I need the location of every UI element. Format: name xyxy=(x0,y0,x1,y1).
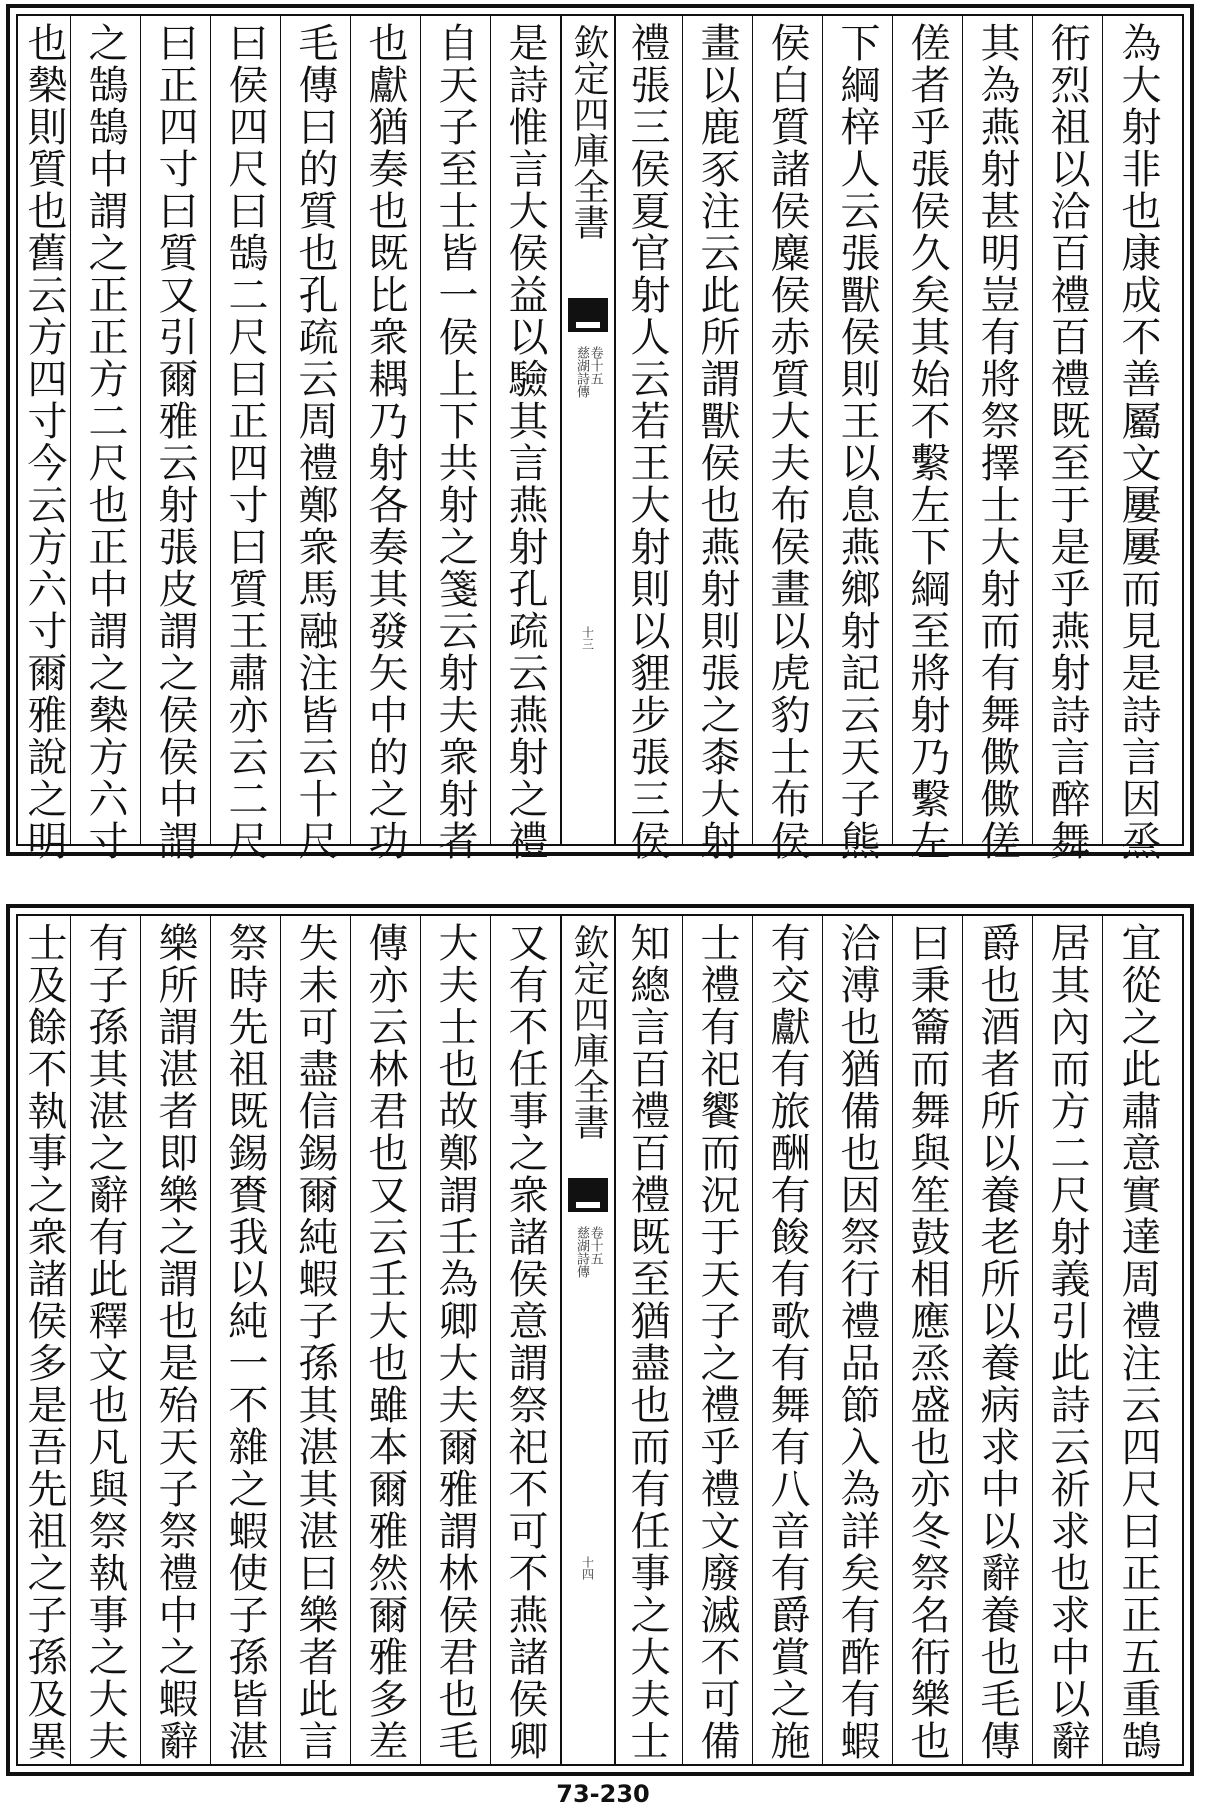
column-rule xyxy=(420,16,421,844)
book-subtitle: 慈湖詩傳 卷十五 xyxy=(574,346,603,398)
column-text: 也獻猶奏也既比衆耦乃射各奏其發矢中的之功 xyxy=(362,22,408,862)
column-text: 樂所謂湛者即樂之謂也是殆天子祭禮中之蝦辭 xyxy=(152,922,198,1762)
text-column xyxy=(18,922,70,1762)
column-text: 禮張三侯夏官射人云若王大射則以貍步張三侯 xyxy=(624,22,670,862)
book-subtitle: 慈湖詩傳 卷十五 xyxy=(574,1226,603,1278)
column-rule xyxy=(682,916,683,1764)
column-rule xyxy=(350,16,351,844)
text-column xyxy=(140,922,210,1762)
column-rule xyxy=(70,916,71,1764)
column-rule xyxy=(140,16,141,844)
column-text: 也槷則質也舊云方四寸今云方六寸爾雅說之明 xyxy=(21,22,67,862)
column-rule xyxy=(752,916,753,1764)
column-text: 士禮有祀饗而況于天子之禮乎禮文廢滅不可備 xyxy=(694,922,740,1762)
column-text: 侯白質諸侯麋侯赤質大夫布侯畫以虎豹士布侯 xyxy=(764,22,810,862)
text-column xyxy=(1032,22,1102,862)
text-column xyxy=(210,22,280,862)
column-text: 洽溥也猶備也因祭行禮品節入為詳矣有酢有蝦 xyxy=(834,922,880,1762)
column-rule xyxy=(822,16,823,844)
column-rule xyxy=(280,916,281,1764)
column-rule xyxy=(1102,16,1103,844)
column-rule xyxy=(1032,16,1033,844)
text-column xyxy=(18,22,70,862)
text-column xyxy=(420,22,490,862)
text-column xyxy=(140,22,210,862)
column-text: 有子孫其湛之辭有此釋文也凡與祭執事之大夫 xyxy=(82,922,128,1762)
text-column xyxy=(962,922,1032,1762)
column-rule xyxy=(1102,916,1103,1764)
center-strip xyxy=(560,916,616,1764)
column-text: 曰秉籥而舞與笙鼓相應烝盛也亦冬祭名衎樂也 xyxy=(904,922,950,1762)
text-column xyxy=(350,22,420,862)
text-column xyxy=(752,22,822,862)
column-text: 知總言百禮百禮既至猶盡也而有任事之大夫士 xyxy=(624,922,670,1762)
text-column xyxy=(490,22,560,862)
fish-tail-mark xyxy=(568,298,608,332)
column-text: 失未可盡信錫爾純蝦子孫其湛其湛曰樂者此言 xyxy=(292,922,338,1762)
bottom-page-frame xyxy=(16,914,1184,1766)
column-rule xyxy=(210,16,211,844)
column-text: 為大射非也康成不善屬文屢屢而見是詩言因烝 xyxy=(1115,22,1161,862)
text-column xyxy=(612,922,682,1762)
column-rule xyxy=(420,916,421,1764)
text-column xyxy=(420,922,490,1762)
volume-page-footer: 73-230 xyxy=(556,1780,650,1808)
column-rule xyxy=(682,16,683,844)
column-text: 宜從之此肅意實達周禮注云四尺曰正正五重鵠 xyxy=(1115,922,1161,1762)
page-number: 十四 xyxy=(580,1556,595,1580)
text-column xyxy=(280,922,350,1762)
text-column xyxy=(210,922,280,1762)
center-strip xyxy=(560,16,616,844)
column-text: 又有不任事之衆諸侯意謂祭祀不可不燕諸侯卿 xyxy=(502,922,548,1762)
column-text: 傳亦云林君也又云壬大也雖本爾雅然爾雅多差 xyxy=(362,922,408,1762)
column-text: 祭時先祖既錫賚我以純一不雜之蝦使子孫皆湛 xyxy=(222,922,268,1762)
bottom-page xyxy=(6,904,1194,1776)
column-rule xyxy=(140,916,141,1764)
text-column xyxy=(490,922,560,1762)
column-text: 下綱梓人云張獸侯則王以息燕鄉射記云天子熊 xyxy=(834,22,880,862)
column-text: 有交獻有旅酬有餕有歌有舞有八音有爵賞之施 xyxy=(764,922,810,1762)
column-rule xyxy=(70,16,71,844)
text-column xyxy=(682,922,752,1762)
column-text: 大夫士也故鄭謂壬為卿大夫爾雅謂林侯君也毛 xyxy=(432,922,478,1762)
column-text: 之鵠鵠中謂之正正方二尺也正中謂之槷方六寸 xyxy=(82,22,128,862)
text-column xyxy=(1102,922,1174,1762)
column-text: 自天子至士皆一侯上下共射之箋云射夫衆射者 xyxy=(432,22,478,862)
text-column xyxy=(350,922,420,1762)
top-page xyxy=(6,4,1194,862)
text-column xyxy=(682,22,752,862)
column-rule xyxy=(490,916,491,1764)
text-column xyxy=(70,922,140,1762)
text-column xyxy=(752,922,822,1762)
column-text: 毛傳曰的質也孔疏云周禮鄭衆馬融注皆云十尺 xyxy=(292,22,338,862)
column-text: 傞者乎張侯久矣其始不繫左下綱至將射乃繫左 xyxy=(904,22,950,862)
column-text: 曰侯四尺曰鵠二尺曰正四寸曰質王肅亦云二尺 xyxy=(222,22,268,862)
column-rule xyxy=(1032,916,1033,1764)
column-rule xyxy=(752,16,753,844)
column-text: 是詩惟言大侯益以驗其言燕射孔疏云燕射之禮 xyxy=(502,22,548,862)
column-text: 衎烈祖以洽百禮百禮既至于是乎燕射詩言醉舞 xyxy=(1044,22,1090,862)
column-rule xyxy=(962,916,963,1764)
book-title: 欽定四庫全書 xyxy=(568,24,609,240)
text-column xyxy=(280,22,350,862)
top-page-frame xyxy=(16,14,1184,862)
column-rule xyxy=(962,16,963,844)
fish-tail-mark xyxy=(568,1178,608,1212)
column-rule xyxy=(350,916,351,1764)
column-rule xyxy=(210,916,211,1764)
text-column xyxy=(1032,922,1102,1762)
book-title: 欽定四庫全書 xyxy=(568,924,609,1140)
column-text: 居其內而方二尺射義引此詩云祈求也求中以辭 xyxy=(1044,922,1090,1762)
text-column xyxy=(962,22,1032,862)
column-rule xyxy=(280,16,281,844)
text-column xyxy=(822,22,892,862)
column-rule xyxy=(892,916,893,1764)
text-column xyxy=(612,22,682,862)
column-rule xyxy=(822,916,823,1764)
column-rule xyxy=(490,16,491,844)
text-column xyxy=(892,922,962,1762)
text-column xyxy=(892,22,962,862)
text-column xyxy=(70,22,140,862)
text-column xyxy=(822,922,892,1762)
column-text: 曰正四寸曰質又引爾雅云射張皮謂之侯侯中謂 xyxy=(152,22,198,862)
column-rule xyxy=(892,16,893,844)
column-text: 士及餘不執事之衆諸侯多是吾先祖之子孫及異 xyxy=(21,922,67,1762)
text-column xyxy=(1102,22,1174,862)
column-text: 其為燕射甚明豈有將祭擇士大射而有舞僛僛傞 xyxy=(974,22,1020,862)
column-text: 畫以鹿豕注云此所謂獸侯也燕射則張之桼大射 xyxy=(694,22,740,862)
column-text: 爵也酒者所以養老所以養病求中以辭養也毛傳 xyxy=(974,922,1020,1762)
page-number: 十三 xyxy=(580,626,595,650)
